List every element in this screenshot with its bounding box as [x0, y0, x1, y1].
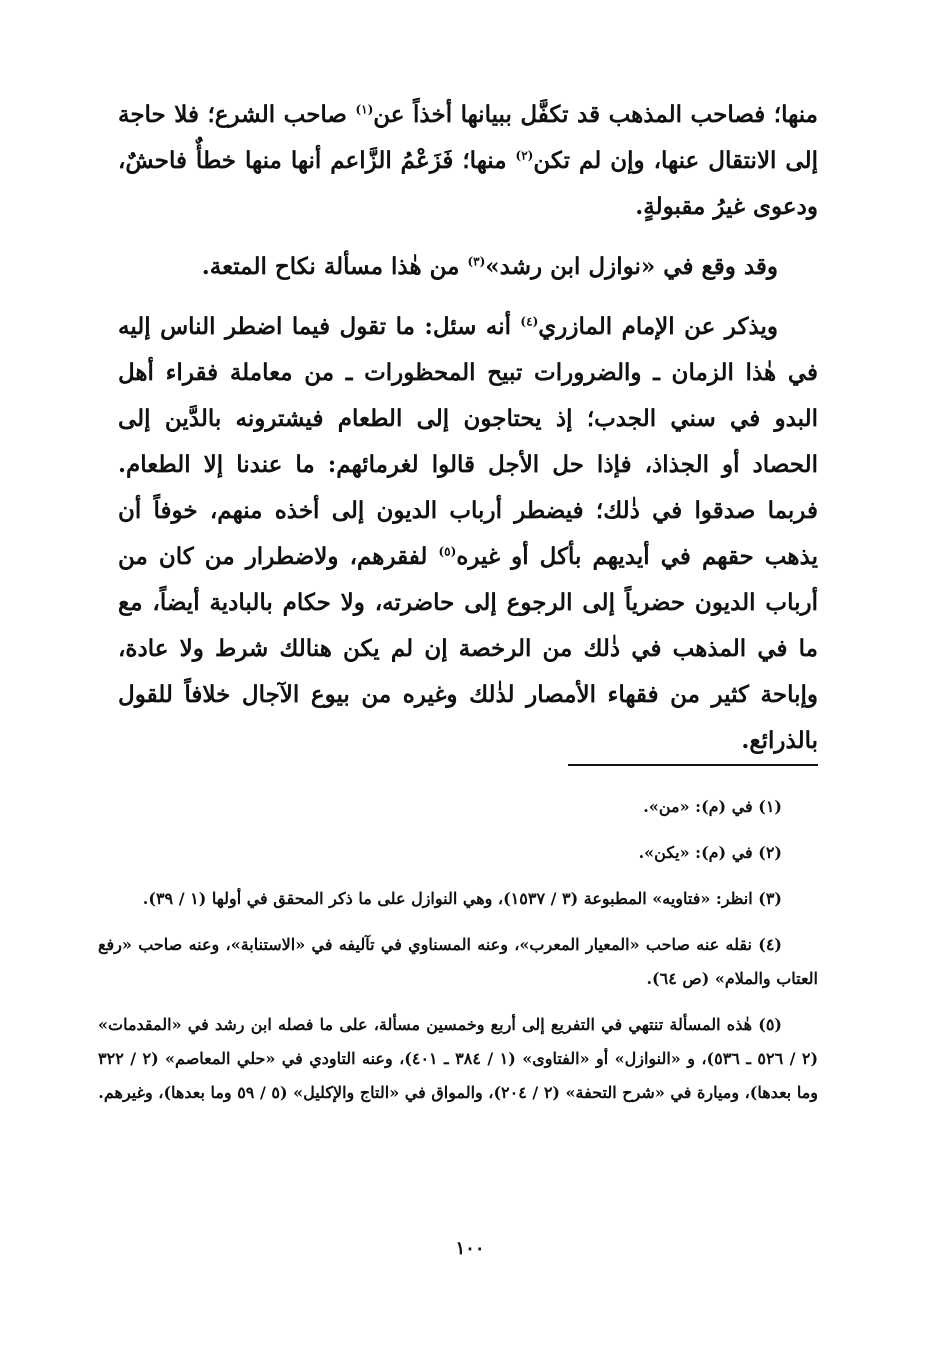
footnote-ref-1: (١) [355, 102, 374, 117]
paragraph-1-part-3: منها؛ فَزَعْمُ الزَّاعم أنها منها خطأٌ فاحشٌ، ودعوى غيرُ مقبولةٍ. [118, 147, 818, 220]
footnote-separator [568, 764, 818, 766]
footnote-ref-3: (٣) [467, 254, 486, 269]
footnote-3: (٣) انظر: «فتاويه» المطبوعة (٣ / ١٥٣٧)، وهي النوازل على ما ذكر المحقق في أولها (١ / ٣٩). [142, 889, 782, 908]
footnote-ref-5: (٥) [438, 544, 457, 559]
paragraph-2-part-1: وقد وقع في «نوازل ابن رشد» [485, 253, 778, 280]
footnote-ref-4: (٤) [520, 314, 539, 329]
paragraph-1 [118, 92, 818, 230]
paragraph-3-part-1: ويذكر عن الإمام المازري [538, 313, 778, 340]
paragraph-1-part-2: صاحب الشرع؛ فلا حاجة إلى الانتقال عنها، وإن لم تكن [118, 101, 818, 174]
footnote-5: (٥) هٰذه المسألة تنتهي في التفريع إلى أربع وخمسين مسألة، على ما فصله ابن رشد في «المقدمات» (٢ / ٥٢٦ ـ ٥٣٦)، و «النوازل» أو «الفتاوى» (١ / ٣٨٤ ـ ٤٠١)، وعنه التاودي في «حلي المعاصم» (٢ / ٣٢٢ وما بعدها)، وميارة في «شرح التحفة» (٢ / ٢٠٤)، والمواق في «التاج والإكليل» (٥ / ٥٩ وما بعدها)، وغيرهم. [98, 1015, 819, 1102]
footnote-ref-2: (٢) [515, 148, 534, 163]
paragraph-3 [118, 304, 818, 764]
paragraph-2-part-2: من هٰذا مسألة نكاح المتعة. [201, 253, 468, 280]
footnotes [98, 790, 818, 1122]
paragraph-3-part-2: أنه سئل: ما تقول فيما اضطر الناس إليه في هٰذا الزمان ـ والضرورات تبيح المحظورات ـ من معاملة فقراء أهل البدو في سني الجدب؛ إذ يحتاجون إلى الطعام فيشترونه بالدَّين إلى الحصاد أو الجذاذ، فإذا حل الأجل قالوا لغرمائهم: ما عندنا إلا الطعام. فربما صدقوا في ذٰلك؛ فيضطر أرباب الديون إلى أخذه منهم، خوفاً أن يذهب حقهم في أيديهم بأكل أو غيره [118, 313, 818, 570]
paragraph-3-part-3: لفقرهم، ولاضطرار من كان من أرباب الديون حضرياً إلى الرجوع إلى حاضرته، ولا حكام بالبادية أيضاً، مع ما في المذهب في ذٰلك من الرخصة إن لم يكن هنالك شرط ولا عادة، وإباحة كثير من فقهاء الأمصار لذٰلك وغيره من بيوع الآجال خلافاً للقول بالذرائع. [118, 543, 818, 754]
footnote-4: (٤) نقله عنه صاحب «المعيار المعرب»، وعنه المسناوي في تآليفه في «الاستنابة»، وعنه صاحب «رفع العتاب والملام» (ص ٦٤). [98, 935, 818, 988]
main-text [118, 92, 818, 778]
paragraph-1-part-1: منها؛ فصاحب المذهب قد تكفَّل ببيانها أخذاً عن [373, 101, 818, 128]
footnote-1: (١) في (م): «من». [643, 797, 782, 816]
page-number: ١٠٠ [455, 1238, 485, 1259]
paragraph-2 [118, 244, 818, 290]
footnote-2: (٢) في (م): «يكن». [638, 843, 782, 862]
